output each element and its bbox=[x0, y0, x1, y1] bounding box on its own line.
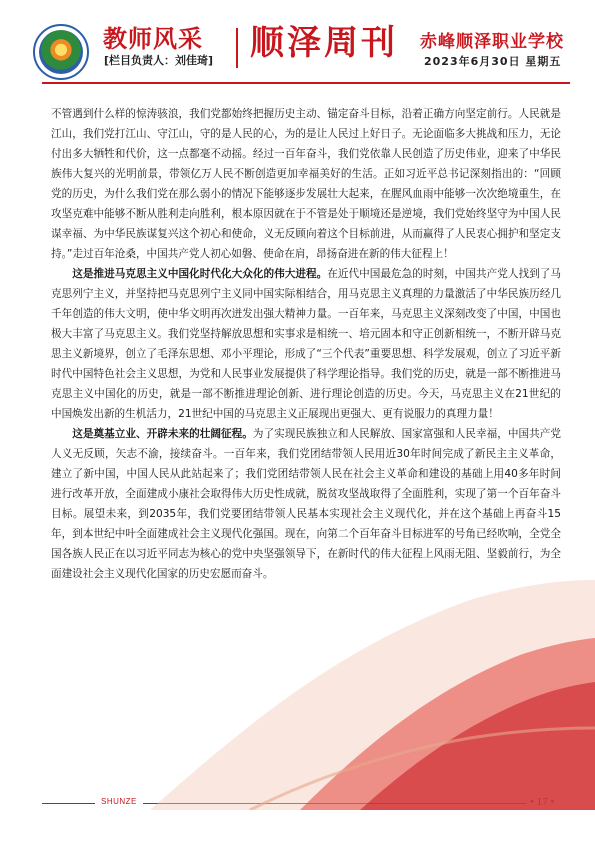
paragraph-lead: 这是推进马克思主义中国化时代化大众化的伟大进程。 bbox=[72, 268, 328, 280]
article-body bbox=[51, 104, 561, 584]
school-name: 赤峰顺泽职业学校 bbox=[420, 32, 564, 52]
paragraph bbox=[51, 264, 561, 424]
issue-date: 2023年6月30日 星期五 bbox=[424, 55, 562, 68]
masthead bbox=[0, 0, 595, 80]
paragraph-text: 在近代中国最危急的时刻，中国共产党人找到了马克思列宁主义，并坚持把马克思列宁主义同中国实际相结合，用马克思主义真理的力量激活了中华民族历经几千年创造的伟大文明，使中华文明再次迸发出强大精神力量。一百年来，马克思主义深刻改变了中国，中国也极大丰富了马克思主义。我们党坚持解放思想和实事求是相统一、培元固本和守正创新相统一，不断开辟马克思主义新境界，创立了毛泽东思想、邓小平理论，形成了“三个代表”重要思想、科学发展观，创立了习近平新时代中国特色社会主义思想，为党和人民事业发展提供了科学理论指导。我们党的历史，就是一部不断推进马克思主义中国化的历史，就是一部不断推进理论创新、进行理论创造的历史。今天，马克思主义在21世纪的中国焕发出新的生机活力，21世纪中国的马克思主义正展现出更强大、更有说服力的真理力量！ bbox=[51, 268, 562, 420]
footer-brand: SHUNZE bbox=[95, 797, 143, 806]
paragraph-lead: 这是奠基立业、开辟未来的壮阔征程。 bbox=[72, 428, 253, 440]
paper-name: 顺泽周刊 bbox=[250, 23, 398, 63]
column-title: 教师风采 bbox=[103, 25, 203, 53]
school-logo-icon bbox=[33, 24, 89, 80]
header-divider bbox=[236, 28, 238, 68]
paragraph bbox=[51, 424, 561, 584]
flag-ribbon-decoration bbox=[0, 560, 595, 810]
paragraph: 不管遇到什么样的惊涛骇浪，我们党都始终把握历史主动、锚定奋斗目标，沿着正确方向坚定前行。人民就是江山，我们党打江山、守江山，守的是人民的心，为的是让人民过上好日子。无论面临多大挑战和压力，无论付出多大牺牲和代价，这一点都毫不动摇。经过一百年奋斗，我们党依靠人民创造了历史伟业，迎来了中华民族伟大复兴的光明前景，带领亿万人民不断创造更加幸福美好的生活。正如习近平总书记深刻指出的：“回顾党的历史，为什么我们党在那么弱小的情况下能够逐步发展壮大起来，在腥风血雨中能够一次次绝境重生，在攻坚克难中能够不断从胜利走向胜利，根本原因就在于不管是处于顺境还是逆境，我们党始终坚守为中国人民谋幸福、为中华民族谋复兴这个初心和使命，义无反顾向着这个目标前进，从而赢得了人民衷心拥护和坚定支持。”走过百年沧桑，中国共产党人初心如磐、使命在肩，昂扬奋进在新的伟大征程上！ bbox=[51, 108, 561, 260]
column-editor: [栏目负责人：刘佳琦] bbox=[104, 54, 214, 67]
paragraph-text: 为了实现民族独立和人民解放、国家富强和人民幸福，中国共产党人义无反顾，矢志不渝，接续奋斗。一百年来，我们党团结带领人民用近30年时间完成了新民主主义革命，建立了新中国，中国人民从此站起来了；我们党团结带领人民在社会主义革命和建设的基础上用40多年时间进行改革开放，全面建成小康社会取得伟大历史性成就，脱贫攻坚战取得了全面胜利，实现了第一个百年奋斗目标。展望未来，到2035年，我们党要团结带领人民基本实现社会主义现代化，并在这个基础上再奋斗15年，到本世纪中叶全面建成社会主义现代化强国。现在，向第二个百年奋斗目标进军的号角已经吹响，全党全国各族人民正在以习近平同志为核心的党中央坚强领导下，在新时代的伟大征程上风雨无阻、坚毅前行，为全面建设社会主义现代化国家的历史宏愿而奋斗。 bbox=[51, 428, 562, 580]
header-rule bbox=[42, 82, 570, 84]
